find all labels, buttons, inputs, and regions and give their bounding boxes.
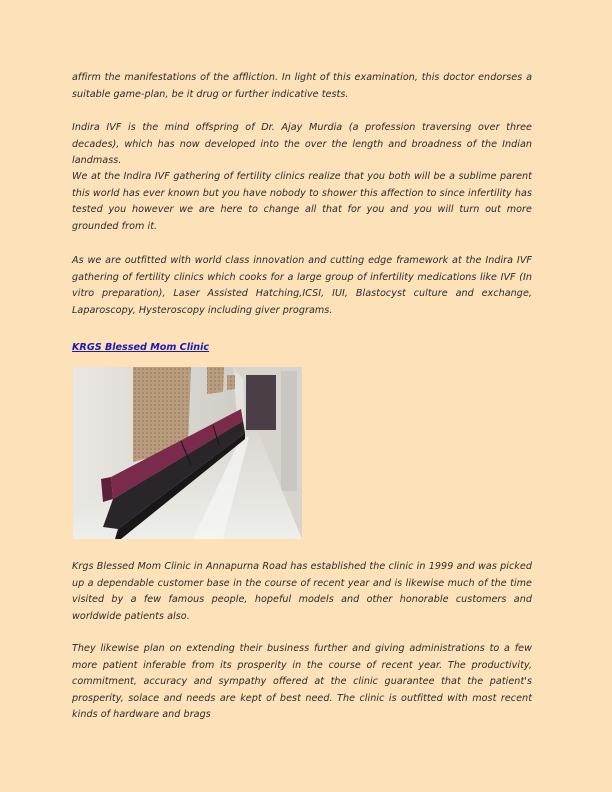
krgs-clinic-link[interactable]: KRGS Blessed Mom Clinic [72,342,210,353]
paragraph-indira-ivf-origin [72,120,532,170]
paragraph-indira-ivf-treatments [72,253,532,319]
paragraph-krgs-clinic-history [72,559,532,625]
paragraph-text: Indira IVF is the mind offspring of Dr. Ajay Murdia (a profession traversing over three decades), which has now developed into the over the length and broadness of the Indian landmass. [72,122,532,166]
paragraph-text: As we are outfitted with world class innovation and cutting edge framework at the Indira IVF gathering of fertility clinics which cooks for a large group of infertility medications like IVF (In vitro preparation), Laser Assisted Hatching,ICSI, IUI, Blastocyst culture and exchange, Laparoscopy, Hysteroscopy including giver programs. [72,255,532,316]
clinic-waiting-area-photo [73,367,302,539]
paragraph-text: Krgs Blessed Mom Clinic in Annapurna Road has established the clinic in 1999 and was picked up a dependable customer base in the course of recent year and is likewise much of the time visited by a few famous people, hopeful models and other honorable customers and worldwide patients also. [72,561,532,622]
paragraph-text: We at the Indira IVF gathering of fertility clinics realize that you both will be a sublime parent this world has ever known but you have nobody to shower this affection to since infertility has tested you however we are here to change all that for you and you will turn out more grounded from it. [72,171,532,232]
paragraph-krgs-clinic-plans [72,641,532,724]
paragraph-text: affirm the manifestations of the affliction. In light of this examination, this doctor endorses a suitable game-plan, be it drug or further indicative tests. [72,72,532,100]
paragraph-text: They likewise plan on extending their business further and giving administrations to a few more patient inferable from its prosperity in the course of recent year. The productivity, commitment, accuracy and sympathy offered at the clinic guarantee that the patient's prosperity, solace and needs are kept of best need. The clinic is outfitted with most recent kinds of hardware and brags [72,643,532,720]
paragraph-indira-ivf-parents [72,169,532,235]
paragraph-affliction [72,70,532,103]
clinic-link-container [72,335,209,354]
